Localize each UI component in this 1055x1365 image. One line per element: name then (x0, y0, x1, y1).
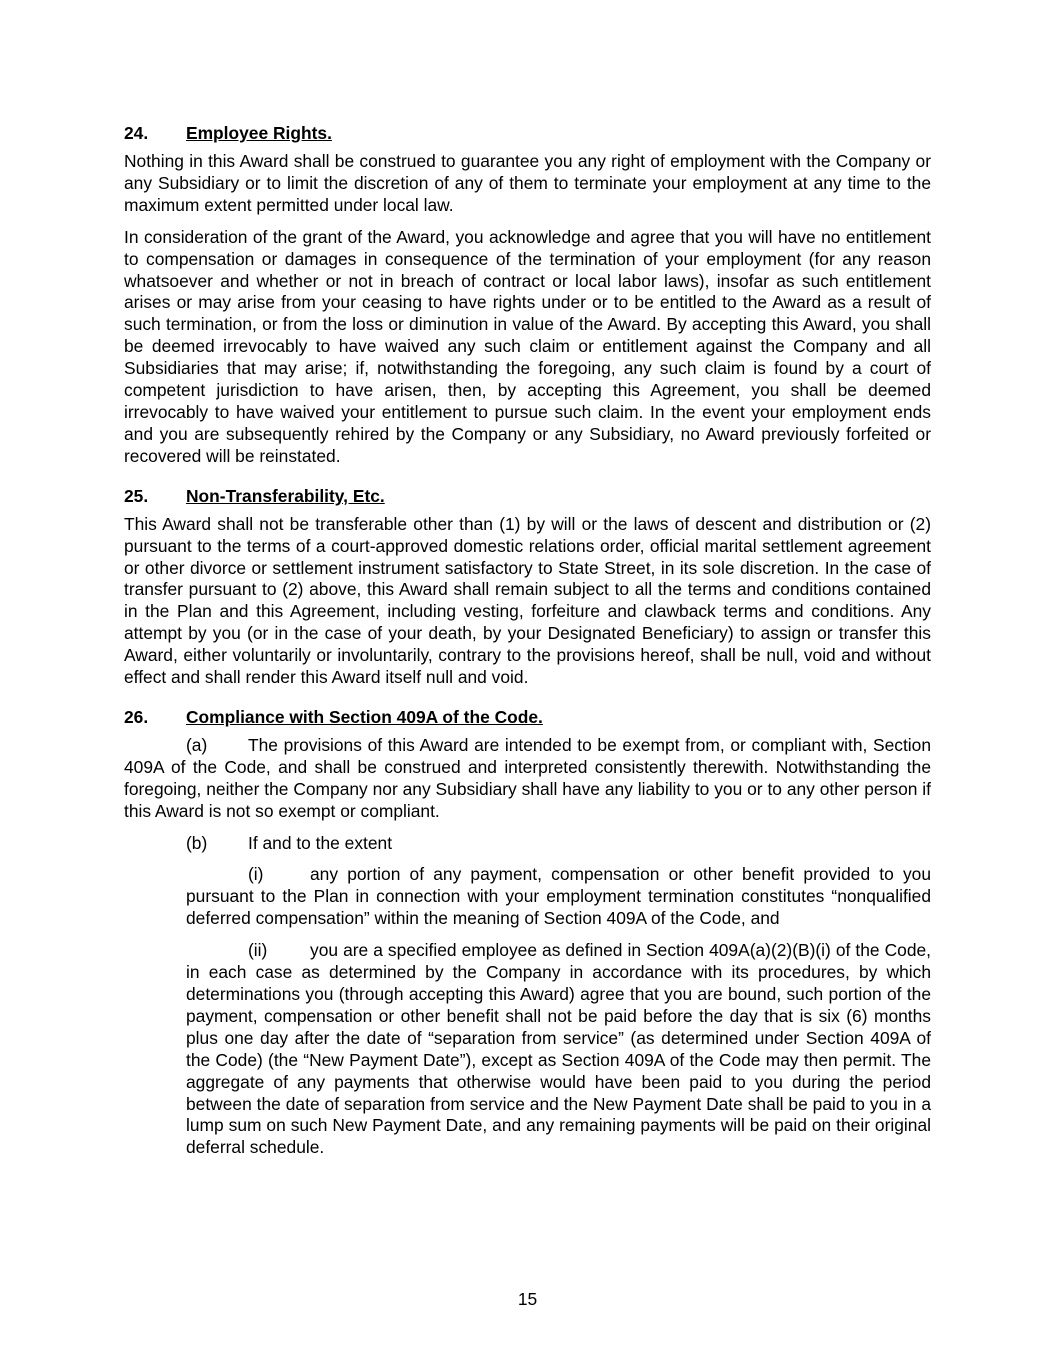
clause-b-label: (b) (186, 832, 208, 853)
section-24-paragraph-2: In consideration of the grant of the Award, you acknowledge and agree that you will have no entitlement to compensation or damages in consequence of the termination of your employment (for any reason whatsoever and whether or not in breach of contract or local labor laws), insofar as such entitlement arises or may arise from your ceasing to have rights under or to be entitled to the Award as a result of such termination, or from the loss or diminution in value of the Award. By accepting this Award, you shall be deemed irrevocably to have waived any such claim or entitlement against the Company and all Subsidiaries that may arise; if, notwithstanding the foregoing, any such claim is found by a court of competent jurisdiction to have arisen, then, by accepting this Agreement, you shall be deemed irrevocably to have waived your entitlement to pursue such claim. In the event your employment ends and you are subsequently rehired by the Company or any Subsidiary, no Award previously forfeited or recovered will be reinstated. (124, 226, 931, 466)
section-25-paragraph-1: This Award shall not be transferable other than (1) by will or the laws of descent and distribution or (2) pursuant to the terms of a court-approved domestic relations order, official marital settlement agreement or other divorce or settlement instrument satisfactory to State Street, in its sole discretion. In the case of transfer pursuant to (2) above, this Award shall remain subject to all the terms and conditions contained in the Plan and this Agreement, including vesting, forfeiture and clawback terms and conditions. Any attempt by you (or in the case of your death, by your Designated Beneficiary) to assign or transfer this Award, either voluntarily or involuntarily, contrary to the provisions hereof, shall be null, void and without effect and shall render this Award itself null and void. (124, 513, 931, 688)
section-26-clause-b-i-block (124, 864, 931, 930)
section-26-title: Compliance with Section 409A of the Code. (186, 706, 543, 727)
section-24-paragraph-1: Nothing in this Award shall be construed to guarantee you any right of employment with the Company or any Subsidiary or to limit the discretion of any of them to terminate your employment at any time to the maximum extent permitted under local law. (124, 151, 931, 215)
section-25-heading (124, 485, 931, 509)
section-25-title: Non-Transferability, Etc. (186, 485, 385, 506)
section-26-clause-b-i (186, 864, 931, 930)
section-26-heading (124, 706, 931, 730)
document-page (124, 122, 931, 1159)
section-26-number: 26. (124, 706, 149, 727)
section-26-clause-a (124, 735, 931, 823)
section-26-clause-b (124, 833, 931, 855)
section-24-title: Employee Rights. (186, 123, 332, 144)
clause-a-label: (a) (186, 734, 208, 755)
section-26-clause-b-ii (186, 940, 931, 1159)
clause-ii-label: (ii) (248, 940, 268, 961)
clause-ii-text: you are a specified employee as defined in Section 409A(a)(2)(B)(i) of the Code, in each case as determined by the Company in accordance with its procedures, by which determinations you (through accepting this Award) agree that you are bound, such portion of the payment, compensation or other benefit shall not be paid before the day that is six (6) months plus one day after the date of “separation from service” (as determined under Section 409A of the Code) (the “New Payment Date”), except as Section 409A of the Code may then permit. The aggregate of any payments that otherwise would have been paid to you during the period between the date of separation from service and the New Payment Date shall be paid to you in a lump sum on such New Payment Date, and any remaining payments will be paid on their original deferral schedule. (186, 940, 931, 1158)
section-25-number: 25. (124, 485, 149, 506)
section-26-clause-b-ii-block (124, 940, 931, 1159)
section-24-heading (124, 122, 931, 146)
clause-a-text: The provisions of this Award are intended to be exempt from, or compliant with, Section 409A of the Code, and shall be construed and interpreted consistently therewith. Notwithstanding the foregoing, neither the Company nor any Subsidiary shall have any liability to you or to any other person if this Award is not so exempt or compliant. (124, 734, 931, 821)
clause-b-text: If and to the extent (248, 832, 393, 853)
page-number: 15 (517, 1289, 538, 1309)
section-24-number: 24. (124, 123, 149, 144)
clause-i-text: any portion of any payment, compensation or other benefit provided to you pursuant to the Plan in connection with your employment termination constitutes “nonqualified deferred compensation” within the meaning of Section 409A of the Code, and (186, 864, 931, 929)
clause-i-label: (i) (248, 864, 264, 885)
